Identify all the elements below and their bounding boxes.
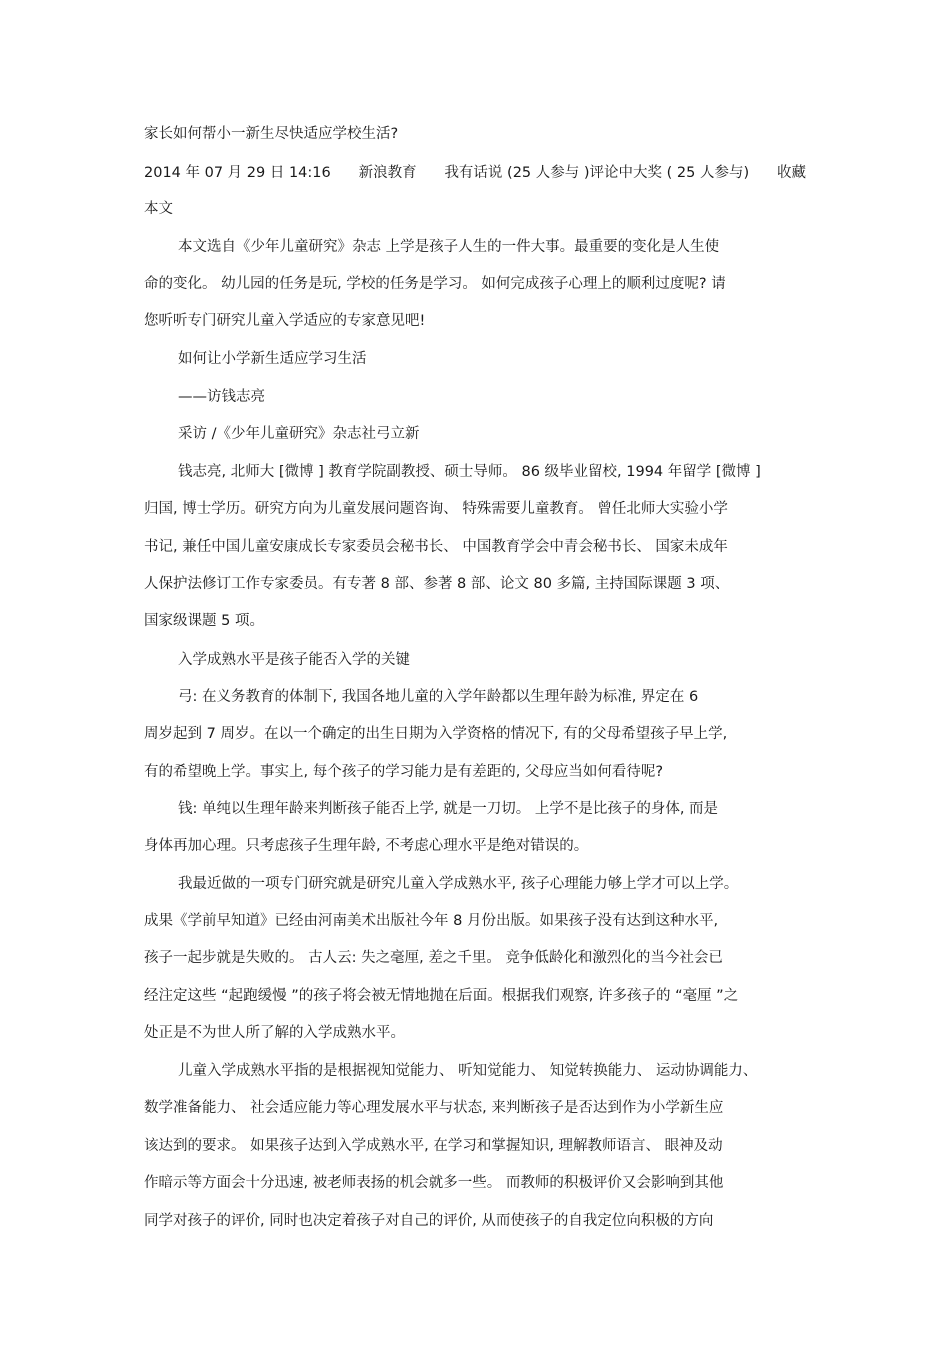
paragraph-line: 国家级课题 5 项。 [144,613,264,629]
publish-date: 2014 年 07 月 29 日 14:16 [144,165,331,181]
paragraph-line: 有的希望晚上学。事实上, 每个孩子的学习能力是有差距的, 父母应当如何看待呢? [144,764,664,780]
paragraph-line: 我最近做的一项专门研究就是研究儿童入学成熟水平, 孩子心理能力够上学才可以上学。 [178,876,739,892]
paragraph-line: 钱: 单纯以生理年龄来判断孩子能否上学, 就是一刀切。 上学不是比孩子的身体, 而是 [178,801,719,817]
paragraph-line: 您听听专门研究儿童入学适应的专家意见吧! [144,313,426,329]
section-heading: 入学成熟水平是孩子能否入学的关键 [178,652,410,668]
paragraph-line: 归国, 博士学历。研究方向为儿童发展问题咨询、 特殊需要儿童教育。 曾任北师大实验小学 [144,501,728,517]
article-meta [144,163,806,183]
meta-wrap: 本文 [144,201,173,217]
paragraph-line: 命的变化。 幼儿园的任务是玩, 学校的任务是学习。 如何完成孩子心理上的顺利过度呢? 请 [144,276,726,292]
paragraph-line: 书记, 兼任中国儿童安康成长专家委员会秘书长、 中国教育学会中青会秘书长、 国家未成年 [144,539,728,555]
interview-subject: ——访钱志亮 [178,389,265,405]
paragraph-line: 周岁起到 7 周岁。在以一个确定的出生日期为入学资格的情况下, 有的父母希望孩子早上学, [144,726,728,742]
paragraph-line: 数学准备能力、 社会适应能力等心理发展水平与状态, 来判断孩子是否达到作为小学新生应 [144,1100,724,1116]
paragraph-line: 本文选自《少年儿童研究》杂志 上学是孩子人生的一件大事。最重要的变化是人生使 [178,239,720,255]
paragraph-line: 该达到的要求。 如果孩子达到入学成熟水平, 在学习和掌握知识, 理解教师语言、 眼神及动 [144,1138,723,1154]
comment-info: 我有话说 (25 人参与 )评论中大奖 ( 25 人参与) [444,165,750,181]
collect-link: 收藏 [776,165,806,181]
paragraph-line: 同学对孩子的评价, 同时也决定着孩子对自己的评价, 从而使孩子的自我定位向积极的方向 [144,1213,714,1229]
paragraph-line: 人保护法修订工作专家委员。有专著 8 部、参著 8 部、论文 80 多篇, 主持国际课题 3 项、 [144,576,730,592]
paragraph-line: 钱志亮, 北师大 [微博 ] 教育学院副教授、硕士导师。 86 级毕业留校, 1994 年留学 [微博 ] [178,464,761,480]
interviewer-credit: 采访 /《少年儿童研究》杂志社弓立新 [178,426,420,442]
article-title: 家长如何帮小一新生尽快适应学校生活? [144,126,399,142]
section-heading: 如何让小学新生适应学习生活 [178,351,367,367]
paragraph-line: 儿童入学成熟水平指的是根据视知觉能力、 听知觉能力、 知觉转换能力、 运动协调能力、 [178,1063,758,1079]
paragraph-line: 孩子一起步就是失败的。 古人云: 失之毫厘, 差之千里。 竞争低龄化和激烈化的当今社会已 [144,950,723,966]
paragraph-line: 身体再加心理。只考虑孩子生理年龄, 不考虑心理水平是绝对错误的。 [144,838,589,854]
paragraph-line: 成果《学前早知道》已经由河南美术出版社今年 8 月份出版。如果孩子没有达到这种水平, [144,913,719,929]
paragraph-line: 弓: 在义务教育的体制下, 我国各地儿童的入学年龄都以生理年龄为标准, 界定在 6 [178,689,699,705]
paragraph-line: 经注定这些 “起跑缓慢 ”的孩子将会被无情地抛在后面。根据我们观察, 许多孩子的 “毫厘 ”之 [144,988,739,1004]
article-source: 新浪教育 [358,165,417,181]
paragraph-line: 作暗示等方面会十分迅速, 被老师表扬的机会就多一些。 而教师的积极评价又会影响到其他 [144,1175,724,1191]
paragraph-line: 处正是不为世人所了解的入学成熟水平。 [144,1025,405,1041]
